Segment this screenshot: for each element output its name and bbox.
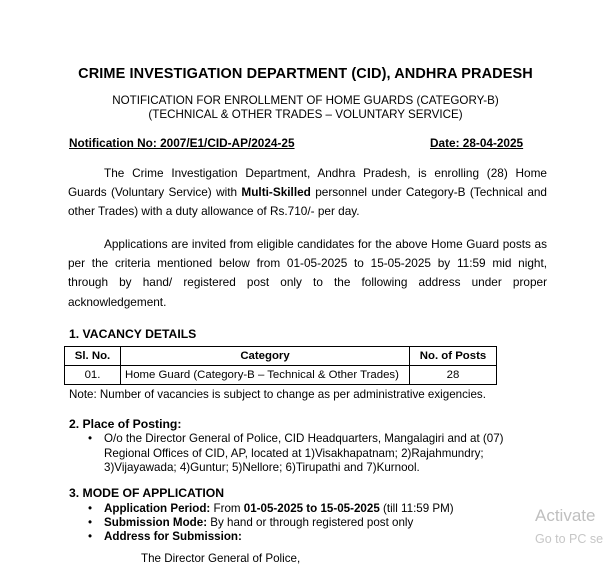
- table-header-row: [65, 347, 497, 366]
- intro-p1-bold: Multi-Skilled: [241, 185, 311, 200]
- period-suffix: (till 11:59 PM): [379, 502, 454, 515]
- vacancy-table: [64, 346, 497, 385]
- period-label: Application Period:: [104, 502, 211, 515]
- intro-p1-text-a: The Crime Investigation Department, Andhra Pradesh, is enrolling (28) Home Guards (Voluntary Service) with: [68, 166, 547, 200]
- vacancy-note: Note: Number of vacancies is subject to change as per administrative exigencies.: [69, 388, 486, 401]
- list-item: [88, 502, 454, 515]
- bullet-icon: •: [88, 516, 93, 529]
- notification-number: Notification No: 2007/E1/CID-AP/2024-25: [69, 136, 295, 150]
- notification-date: Date: 28-04-2025: [430, 136, 524, 150]
- list-item: [88, 516, 413, 529]
- period-value: 01-05-2025 to 15-05-2025: [243, 502, 380, 515]
- intro-p2-text: Applications are invited from eligible candidates for the above Home Guard posts as per the criteria mentioned below from 01-05-2025 to 15-05-2025 by 11:59 mid night, through by hand/ registered post only to the following address under proper acknowledgement.: [68, 237, 547, 309]
- submission-label: Submission Mode:: [104, 516, 208, 529]
- address-label: Address for Submission:: [104, 530, 242, 543]
- notification-subtitle-1: NOTIFICATION FOR ENROLLMENT OF HOME GUARDS (CATEGORY-B): [112, 94, 499, 107]
- period-prefix: From: [210, 502, 244, 515]
- intro-p1-text-b: personnel under Category-B (Technical and other Trades) with a duty allowance of Rs.710/- per day.: [68, 185, 547, 219]
- table-header-cell: Category: [121, 347, 410, 366]
- document-title: CRIME INVESTIGATION DEPARTMENT (CID), ANDHRA PRADESH: [78, 66, 533, 82]
- vacancy-heading: 1. VACANCY DETAILS: [69, 327, 197, 341]
- activation-watermark-text: Go to PC se: [535, 532, 604, 546]
- submission-value: By hand or through registered post only: [207, 516, 414, 529]
- bullet-icon: •: [88, 432, 93, 445]
- intro-paragraph-2: [68, 235, 547, 312]
- posting-line-2: Regional Offices of CID, AP, located at 1)Visakhapatnam; 2)Rajahmundry;: [104, 447, 484, 460]
- notification-subtitle-2: (TECHNICAL & OTHER TRADES – VOLUNTARY SERVICE): [148, 108, 463, 121]
- list-item: [88, 530, 242, 543]
- mode-heading: 3. MODE OF APPLICATION: [69, 486, 225, 500]
- activation-watermark-title: Activate: [535, 506, 596, 525]
- intro-paragraph-1: [68, 164, 547, 222]
- table-row: [65, 366, 497, 385]
- list-item: [88, 432, 504, 445]
- table-cell: 01.: [65, 366, 121, 385]
- table-cell: 28: [410, 366, 497, 385]
- posting-heading: 2. Place of Posting:: [69, 417, 182, 431]
- bullet-icon: •: [88, 502, 93, 515]
- table-header-cell: No. of Posts: [410, 347, 497, 366]
- posting-line-1: O/o the Director General of Police, CID Headquarters, Mangalagiri and at (07): [104, 432, 504, 445]
- posting-line-3: 3)Vijayawada; 4)Guntur; 5)Nellore; 6)Tirupathi and 7)Kurnool.: [104, 461, 420, 474]
- bullet-icon: •: [88, 530, 93, 543]
- address-line-1: The Director General of Police,: [141, 552, 301, 565]
- table-header-cell: Sl. No.: [65, 347, 121, 366]
- table-cell: Home Guard (Category-B – Technical & Other Trades): [121, 366, 410, 385]
